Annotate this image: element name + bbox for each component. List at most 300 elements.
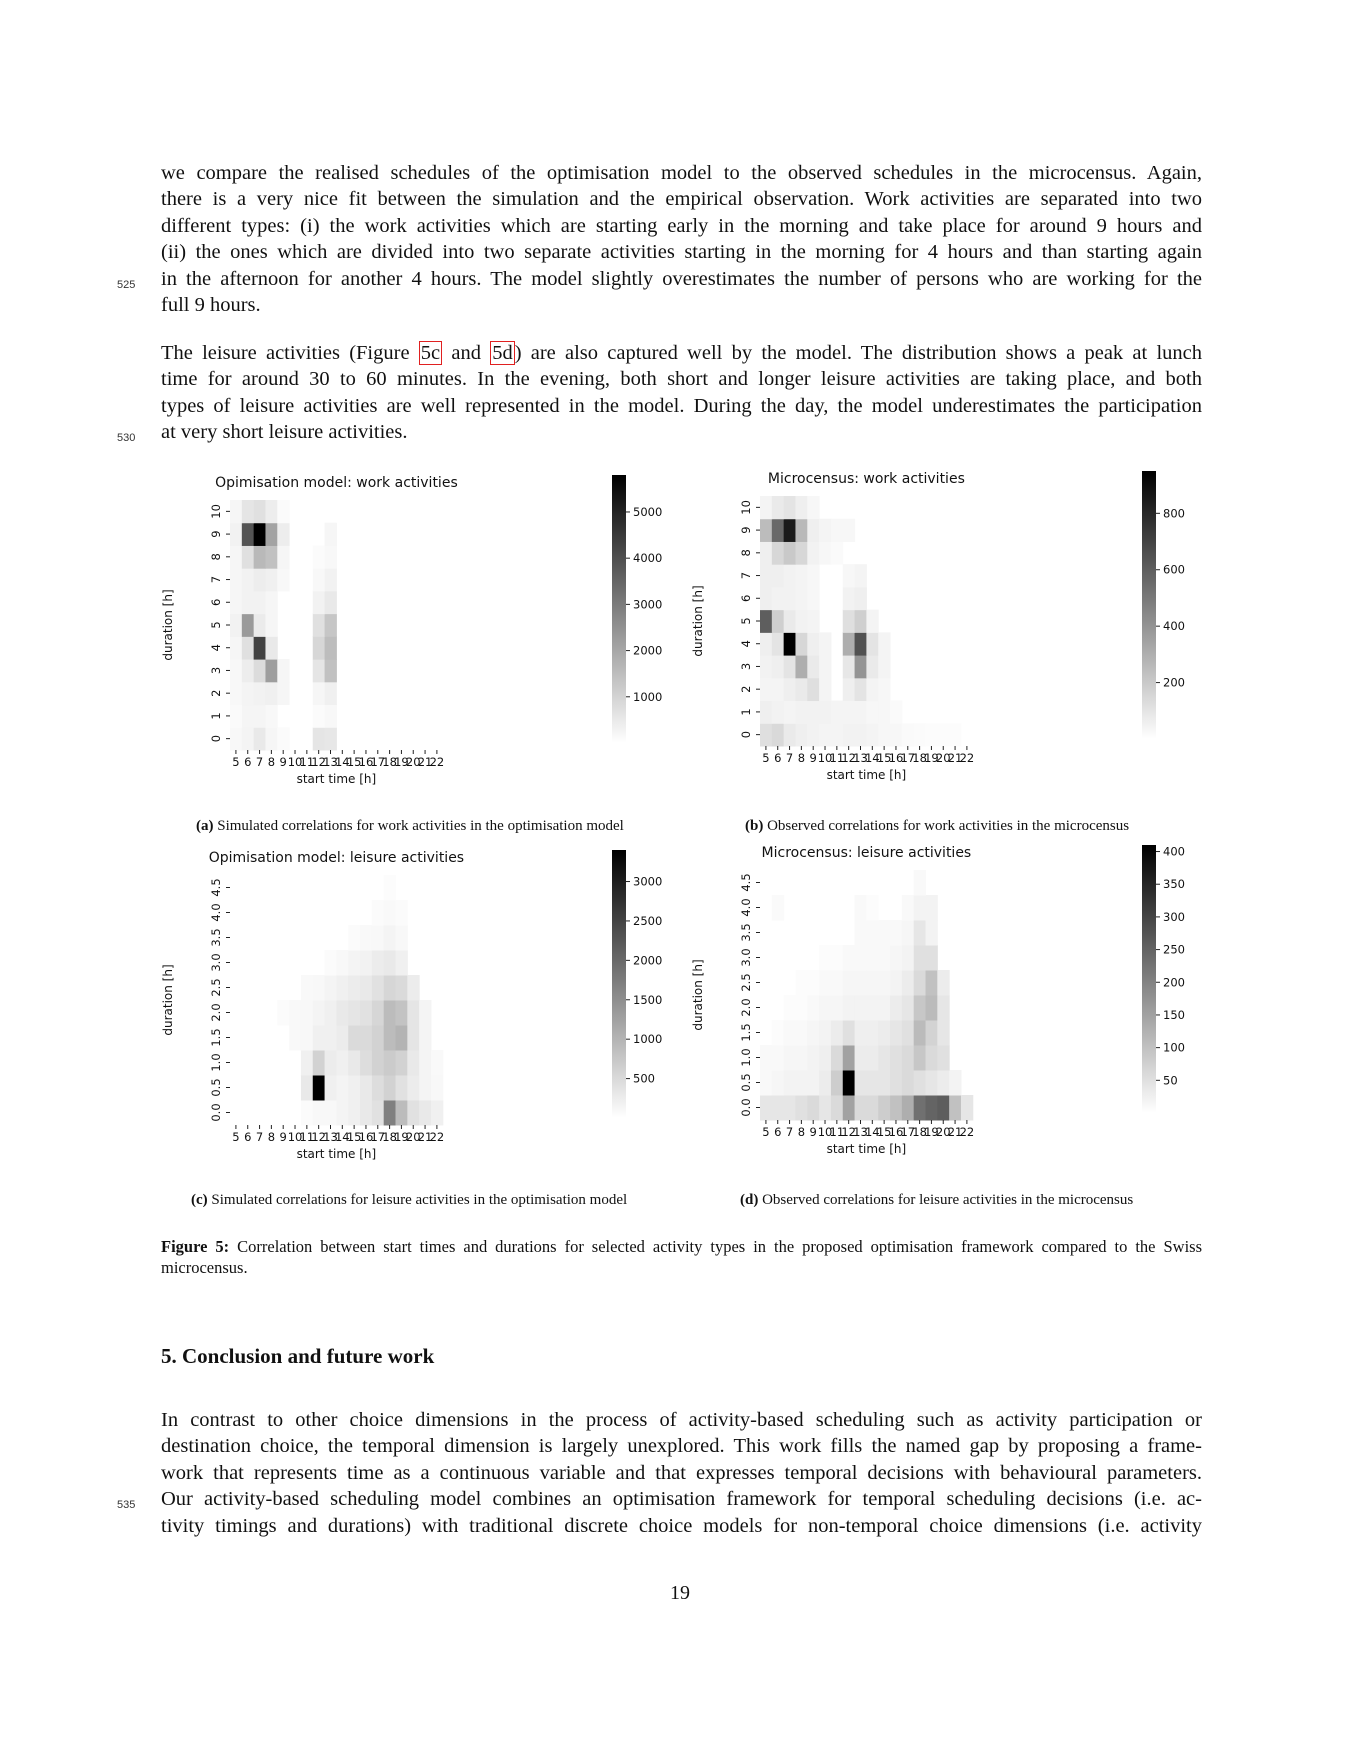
heatmap-cell bbox=[313, 727, 325, 750]
heatmap-cell bbox=[902, 1020, 914, 1046]
heatmap-cell bbox=[419, 1000, 431, 1026]
heatmap-cell bbox=[843, 519, 855, 542]
y-tick-label: 0.5 bbox=[739, 1073, 753, 1092]
heatmap-cell bbox=[301, 1050, 313, 1076]
heatmap-cell bbox=[230, 568, 242, 591]
x-tick-label: 10 bbox=[817, 1125, 833, 1139]
x-tick-label: 5 bbox=[762, 751, 770, 765]
heatmap-cell bbox=[230, 682, 242, 705]
heatmap-cell bbox=[325, 545, 337, 568]
heatmap-cell bbox=[348, 950, 360, 976]
text-line: time for around 30 to 60 minutes. In the evening, both short and longer leisure activities are taking place, and both bbox=[161, 368, 1202, 391]
x-tick-label: 22 bbox=[429, 1130, 445, 1144]
x-tick-label: 17 bbox=[900, 751, 916, 765]
heatmap-cell bbox=[866, 920, 878, 946]
chart-title: Opimisation model: work activities bbox=[215, 475, 458, 491]
heatmap-cell bbox=[926, 995, 938, 1021]
heatmap-cell bbox=[277, 568, 289, 591]
y-tick-label: 4 bbox=[739, 640, 753, 648]
heatmap-cell bbox=[348, 925, 360, 951]
heatmap-cell bbox=[760, 655, 772, 678]
heatmap-cell bbox=[890, 723, 902, 746]
colorbar-tick-label: 100 bbox=[1163, 1040, 1185, 1055]
y-tick-label: 3 bbox=[209, 666, 223, 675]
heatmap-cell bbox=[819, 1095, 831, 1121]
heatmap-cell bbox=[795, 655, 807, 678]
heatmap-cell bbox=[277, 727, 289, 750]
heatmap-cell bbox=[772, 1095, 784, 1121]
heatmap-cell bbox=[926, 723, 938, 746]
heatmap-cell bbox=[831, 519, 843, 542]
x-tick-label: 12 bbox=[841, 1125, 856, 1139]
x-tick-label: 13 bbox=[853, 1125, 868, 1139]
y-tick-label: 4 bbox=[209, 644, 223, 652]
heatmap-cell bbox=[890, 1095, 902, 1121]
heatmap-cell bbox=[372, 1050, 384, 1076]
heatmap-cell bbox=[301, 1100, 313, 1126]
heatmap-cell bbox=[795, 1020, 807, 1046]
heatmap-cell bbox=[866, 610, 878, 633]
heatmap-cell bbox=[325, 523, 337, 546]
x-tick-label: 17 bbox=[900, 1125, 916, 1139]
y-tick-label: 8 bbox=[209, 553, 223, 561]
y-tick-label: 1.5 bbox=[739, 1023, 753, 1042]
heatmap-cell bbox=[902, 723, 914, 746]
heatmap-cell bbox=[937, 1070, 949, 1096]
section-heading: 5. Conclusion and future work bbox=[161, 1344, 435, 1368]
y-tick-label: 1.5 bbox=[209, 1028, 223, 1047]
heatmap-cell bbox=[866, 945, 878, 971]
heatmap-cell bbox=[890, 1070, 902, 1096]
heatmap-cell bbox=[230, 545, 242, 568]
text-line: 525 in the afternoon for another 4 hours. The model slightly overestimates the number of persons who are working for the bbox=[161, 266, 1202, 292]
x-tick-label: 19 bbox=[924, 1125, 939, 1139]
heatmap-cell bbox=[843, 701, 855, 724]
subcaption-b: (b) Observed correlations for work activities in the microcensus bbox=[745, 818, 1130, 834]
heatmap-cell bbox=[313, 705, 325, 728]
heatmap-cell bbox=[325, 1050, 337, 1076]
y-tick-label: 8 bbox=[739, 549, 753, 557]
heatmap-cell bbox=[772, 541, 784, 564]
heatmap-cell bbox=[819, 701, 831, 724]
x-tick-label: 22 bbox=[429, 755, 445, 769]
heatmap-cell bbox=[843, 632, 855, 655]
heatmap-cell bbox=[254, 705, 266, 728]
colorbar-tick-label: 3000 bbox=[633, 597, 663, 612]
heatmap-cell bbox=[890, 920, 902, 946]
heatmap-cell bbox=[807, 587, 819, 610]
heatmap-cell bbox=[384, 950, 396, 976]
heatmap-cell bbox=[795, 587, 807, 610]
y-axis-label: duration [h] bbox=[161, 589, 175, 661]
heatmap-cell bbox=[242, 682, 254, 705]
heatmap-cell bbox=[396, 950, 408, 976]
heatmap-cell bbox=[784, 496, 796, 519]
x-tick-label: 20 bbox=[935, 751, 951, 765]
heatmap-cell bbox=[396, 1075, 408, 1101]
heatmap-cell bbox=[807, 632, 819, 655]
heatmap-cell bbox=[926, 1070, 938, 1096]
heatmap-cell bbox=[784, 1045, 796, 1071]
colorbar-tick-label: 1000 bbox=[633, 1032, 663, 1047]
heatmap-cell bbox=[254, 568, 266, 591]
heatmap-cell bbox=[795, 995, 807, 1021]
heatmap-cell bbox=[301, 1025, 313, 1051]
text-line: destination choice, the temporal dimension is largely unexplored. This work fills the named gap by proposing a frame- bbox=[161, 1435, 1202, 1458]
y-tick-label: 1 bbox=[739, 708, 753, 716]
heatmap-cell bbox=[360, 1100, 372, 1126]
heatmap-cell bbox=[937, 723, 949, 746]
heatmap-cell bbox=[878, 1045, 890, 1071]
heatmap-cell bbox=[760, 1045, 772, 1071]
heatmap-cell bbox=[372, 950, 384, 976]
x-tick-label: 5 bbox=[232, 755, 240, 769]
y-tick-label: 2.0 bbox=[739, 998, 753, 1017]
heatmap-cell bbox=[926, 970, 938, 996]
heatmap-cell bbox=[265, 500, 277, 523]
heatmap-cell bbox=[819, 995, 831, 1021]
x-tick-label: 19 bbox=[394, 1130, 409, 1144]
heatmap-cell bbox=[937, 1020, 949, 1046]
heatmap-cell bbox=[866, 895, 878, 921]
heatmap-cell bbox=[396, 900, 408, 926]
heatmap-cell bbox=[336, 1000, 348, 1026]
heatmap-cell bbox=[265, 636, 277, 659]
heatmap-cell bbox=[384, 1075, 396, 1101]
heatmap-cell bbox=[360, 925, 372, 951]
heatmap-cell bbox=[795, 564, 807, 587]
heatmap-cell bbox=[843, 1045, 855, 1071]
heatmap-cell bbox=[407, 1075, 419, 1101]
x-tick-label: 21 bbox=[417, 755, 433, 769]
heatmap-cell bbox=[784, 655, 796, 678]
heatmap-cell bbox=[855, 587, 867, 610]
heatmap-cell bbox=[926, 1045, 938, 1071]
x-tick-label: 6 bbox=[244, 1130, 252, 1144]
heatmap-cell bbox=[348, 1100, 360, 1126]
heatmap-cell bbox=[289, 1025, 301, 1051]
y-tick-label: 7 bbox=[209, 575, 223, 584]
heatmap-cell bbox=[807, 1095, 819, 1121]
heatmap-cell bbox=[265, 682, 277, 705]
text-line: The leisure activities (Figure 5c and 5d) are also captured well by the model. The distribution shows a peak at lunch bbox=[161, 342, 1202, 364]
heatmap-cell bbox=[866, 1045, 878, 1071]
heatmap-cell bbox=[325, 1025, 337, 1051]
heatmap-cell bbox=[949, 1070, 961, 1096]
x-tick-label: 9 bbox=[809, 751, 817, 765]
x-tick-label: 11 bbox=[299, 755, 315, 769]
heatmap-cell bbox=[360, 975, 372, 1001]
heatmap-cell bbox=[831, 723, 843, 746]
heatmap-cell bbox=[242, 568, 254, 591]
text-line: 530 at very short leisure activities. bbox=[161, 419, 1202, 445]
subcaption-c: (c) Simulated correlations for leisure activities in the optimisation model bbox=[191, 1192, 628, 1208]
x-tick-label: 10 bbox=[287, 1130, 303, 1144]
heatmap-cell bbox=[348, 1000, 360, 1026]
heatmap-cell bbox=[336, 1050, 348, 1076]
x-tick-label: 15 bbox=[346, 1130, 362, 1144]
x-tick-label: 15 bbox=[876, 1125, 892, 1139]
heatmap-cell bbox=[277, 523, 289, 546]
heatmap-cell bbox=[878, 632, 890, 655]
heatmap-cell bbox=[843, 1095, 855, 1121]
heatmap-cell bbox=[419, 1050, 431, 1076]
x-tick-label: 6 bbox=[244, 755, 252, 769]
heatmap-cell bbox=[807, 655, 819, 678]
heatmap-cell bbox=[313, 636, 325, 659]
heatmap-cell bbox=[254, 682, 266, 705]
heatmap-cell bbox=[902, 1045, 914, 1071]
heatmap-cell bbox=[855, 920, 867, 946]
heatmap-cell bbox=[855, 945, 867, 971]
x-tick-label: 21 bbox=[947, 1125, 963, 1139]
x-tick-label: 7 bbox=[255, 755, 264, 769]
x-tick-label: 8 bbox=[797, 751, 806, 765]
heatmap-cell bbox=[760, 564, 772, 587]
heatmap-cell bbox=[407, 975, 419, 1001]
heatmap-cell bbox=[301, 1000, 313, 1026]
x-tick-label: 8 bbox=[267, 755, 276, 769]
heatmap-cell bbox=[419, 1075, 431, 1101]
heatmap-cell bbox=[772, 655, 784, 678]
heatmap-cell bbox=[878, 1095, 890, 1121]
heatmap-cell bbox=[937, 1045, 949, 1071]
heatmap-cell bbox=[855, 678, 867, 701]
heatmap-cell bbox=[325, 1000, 337, 1026]
heatmap-cell bbox=[313, 659, 325, 682]
heatmap-cell bbox=[772, 587, 784, 610]
heatmap-cell bbox=[831, 970, 843, 996]
heatmap-cell bbox=[301, 1075, 313, 1101]
x-tick-label: 16 bbox=[358, 1130, 374, 1144]
colorbar-tick-label: 50 bbox=[1163, 1073, 1178, 1088]
colorbar-tick-label: 400 bbox=[1163, 619, 1185, 634]
heatmap-cell bbox=[313, 1050, 325, 1076]
colorbar bbox=[612, 850, 626, 1118]
paragraph-results-work bbox=[117, 160, 1202, 318]
heatmap-cell bbox=[254, 500, 266, 523]
y-tick-label: 2.5 bbox=[209, 978, 223, 997]
heatmap-cell bbox=[242, 705, 254, 728]
heatmap-cell bbox=[325, 727, 337, 750]
y-tick-label: 0.0 bbox=[739, 1098, 753, 1117]
x-tick-label: 20 bbox=[405, 1130, 421, 1144]
x-tick-label: 12 bbox=[311, 755, 326, 769]
line-number: 535 bbox=[117, 1499, 136, 1512]
colorbar-tick-label: 400 bbox=[1163, 844, 1185, 859]
heatmap-cell bbox=[784, 678, 796, 701]
colorbar-tick-label: 600 bbox=[1163, 562, 1185, 577]
heatmap-cell bbox=[807, 970, 819, 996]
heatmap-cell bbox=[926, 1020, 938, 1046]
heatmap-cell bbox=[254, 636, 266, 659]
heatmap-cell bbox=[795, 541, 807, 564]
heatmap-cell bbox=[819, 632, 831, 655]
text-line: In contrast to other choice dimensions in the process of activity-based scheduling such as activity participation or bbox=[161, 1409, 1202, 1431]
heatmap-cell bbox=[843, 1070, 855, 1096]
heatmap-cell bbox=[784, 632, 796, 655]
heatmap-cell bbox=[878, 970, 890, 996]
heatmap-cell bbox=[914, 1045, 926, 1071]
heatmap-cell bbox=[760, 496, 772, 519]
text-line: types of leisure activities are well represented in the model. During the day, the model underestimates the participation bbox=[161, 394, 1202, 417]
heatmap-cell bbox=[866, 1070, 878, 1096]
colorbar-tick-label: 300 bbox=[1163, 909, 1185, 924]
chart-title: Microcensus: leisure activities bbox=[761, 845, 972, 861]
heatmap-cell bbox=[795, 1070, 807, 1096]
colorbar-tick-label: 200 bbox=[1163, 975, 1185, 990]
heatmap-cell bbox=[372, 925, 384, 951]
heatmap-cell bbox=[396, 1025, 408, 1051]
heatmap-cell bbox=[384, 1025, 396, 1051]
x-axis-label: start time [h] bbox=[826, 768, 907, 782]
x-axis-label: start time [h] bbox=[826, 1142, 907, 1156]
colorbar-tick-label: 800 bbox=[1163, 506, 1185, 521]
text-line: work that represents time as a continuous variable and that expresses temporal decisions with behavioural parameters. bbox=[161, 1461, 1202, 1484]
heatmap-cell bbox=[325, 568, 337, 591]
heatmap-cell bbox=[265, 705, 277, 728]
heatmap-cell bbox=[843, 610, 855, 633]
x-tick-label: 16 bbox=[358, 755, 374, 769]
heatmap-cell bbox=[407, 1100, 419, 1126]
heatmap-cell bbox=[265, 523, 277, 546]
heatmap-cell bbox=[325, 950, 337, 976]
colorbar-tick-label: 2500 bbox=[633, 913, 663, 928]
heatmap-cell bbox=[914, 1095, 926, 1121]
x-tick-label: 9 bbox=[279, 755, 287, 769]
heatmap-cell bbox=[914, 995, 926, 1021]
colorbar-tick-label: 5000 bbox=[633, 504, 663, 519]
heatmap-micro-work bbox=[680, 466, 1210, 801]
heatmap-cell bbox=[384, 1100, 396, 1126]
heatmap-cell bbox=[866, 701, 878, 724]
heatmap-cell bbox=[819, 1070, 831, 1096]
heatmap-cell bbox=[772, 564, 784, 587]
x-tick-label: 20 bbox=[405, 755, 421, 769]
heatmap-cell bbox=[819, 945, 831, 971]
heatmap-cell bbox=[878, 945, 890, 971]
heatmap-micro-leisure bbox=[680, 840, 1210, 1175]
heatmap-cell bbox=[313, 1075, 325, 1101]
x-axis-label: start time [h] bbox=[296, 772, 377, 786]
heatmap-cell bbox=[937, 1095, 949, 1121]
heatmap-cell bbox=[843, 970, 855, 996]
heatmap-cell bbox=[301, 975, 313, 1001]
heatmap-cell bbox=[384, 875, 396, 901]
heatmap-svg bbox=[680, 466, 1210, 796]
heatmap-cell bbox=[336, 950, 348, 976]
heatmap-cell bbox=[890, 701, 902, 724]
heatmap-cell bbox=[772, 678, 784, 701]
heatmap-cell bbox=[843, 564, 855, 587]
heatmap-cell bbox=[277, 682, 289, 705]
heatmap-cell bbox=[855, 895, 867, 921]
y-tick-label: 0.5 bbox=[209, 1078, 223, 1097]
heatmap-cell bbox=[772, 632, 784, 655]
heatmap-cell bbox=[949, 1095, 961, 1121]
y-tick-label: 3.5 bbox=[209, 928, 223, 947]
line-number: 530 bbox=[117, 432, 136, 445]
y-tick-label: 3.5 bbox=[739, 923, 753, 942]
y-tick-label: 3.0 bbox=[739, 948, 753, 967]
heatmap-cell bbox=[855, 1095, 867, 1121]
heatmap-cell bbox=[795, 701, 807, 724]
heatmap-cell bbox=[831, 1020, 843, 1046]
figure-ref-5c[interactable]: 5c bbox=[420, 342, 441, 364]
text-line: full 9 hours. bbox=[161, 294, 261, 317]
heatmap-cell bbox=[277, 659, 289, 682]
heatmap-cell bbox=[396, 925, 408, 951]
heatmap-cell bbox=[265, 545, 277, 568]
heatmap-cell bbox=[230, 523, 242, 546]
heatmap-cell bbox=[855, 632, 867, 655]
heatmap-cell bbox=[795, 1095, 807, 1121]
heatmap-cell bbox=[242, 727, 254, 750]
x-tick-label: 11 bbox=[299, 1130, 315, 1144]
heatmap-cell bbox=[807, 541, 819, 564]
heatmap-cell bbox=[902, 970, 914, 996]
heatmap-cell bbox=[760, 632, 772, 655]
heatmap-cell bbox=[760, 678, 772, 701]
heatmap-cell bbox=[831, 1095, 843, 1121]
heatmap-cell bbox=[795, 610, 807, 633]
heatmap-cell bbox=[843, 678, 855, 701]
heatmap-cell bbox=[242, 636, 254, 659]
heatmap-cell bbox=[843, 945, 855, 971]
colorbar-tick-label: 1000 bbox=[633, 689, 663, 704]
x-tick-label: 7 bbox=[255, 1130, 264, 1144]
heatmap-cell bbox=[795, 723, 807, 746]
heatmap-cell bbox=[866, 995, 878, 1021]
heatmap-cell bbox=[242, 500, 254, 523]
x-tick-label: 9 bbox=[279, 1130, 287, 1144]
heatmap-cell bbox=[772, 895, 784, 921]
heatmap-cell bbox=[890, 970, 902, 996]
heatmap-cell bbox=[855, 970, 867, 996]
heatmap-cell bbox=[313, 614, 325, 637]
heatmap-cell bbox=[795, 970, 807, 996]
y-tick-label: 2.5 bbox=[739, 973, 753, 992]
heatmap-cell bbox=[396, 1050, 408, 1076]
x-tick-label: 22 bbox=[959, 751, 975, 765]
heatmap-cell bbox=[265, 591, 277, 614]
heatmap-cell bbox=[760, 1095, 772, 1121]
figure-ref-5d[interactable]: 5d bbox=[492, 342, 513, 364]
heatmap-cell bbox=[807, 723, 819, 746]
colorbar-tick-label: 500 bbox=[633, 1071, 655, 1086]
text-line: there is a very nice fit between the simulation and the empirical observation. Work activities are separated into two bbox=[161, 188, 1202, 211]
heatmap-cell bbox=[313, 568, 325, 591]
heatmap-cell bbox=[843, 655, 855, 678]
heatmap-cell bbox=[396, 975, 408, 1001]
heatmap-cell bbox=[325, 705, 337, 728]
x-tick-label: 19 bbox=[394, 755, 409, 769]
x-tick-label: 15 bbox=[346, 755, 362, 769]
heatmap-cell bbox=[784, 519, 796, 542]
heatmap-cell bbox=[772, 701, 784, 724]
heatmap-cell bbox=[831, 541, 843, 564]
heatmap-cell bbox=[325, 659, 337, 682]
heatmap-cell bbox=[407, 1000, 419, 1026]
heatmap-cell bbox=[336, 1025, 348, 1051]
heatmap-cell bbox=[878, 723, 890, 746]
heatmap-cell bbox=[772, 519, 784, 542]
heatmap-cell bbox=[760, 610, 772, 633]
heatmap-cell bbox=[878, 655, 890, 678]
heatmap-cell bbox=[230, 591, 242, 614]
heatmap-cell bbox=[348, 1025, 360, 1051]
x-tick-label: 14 bbox=[864, 1125, 880, 1139]
